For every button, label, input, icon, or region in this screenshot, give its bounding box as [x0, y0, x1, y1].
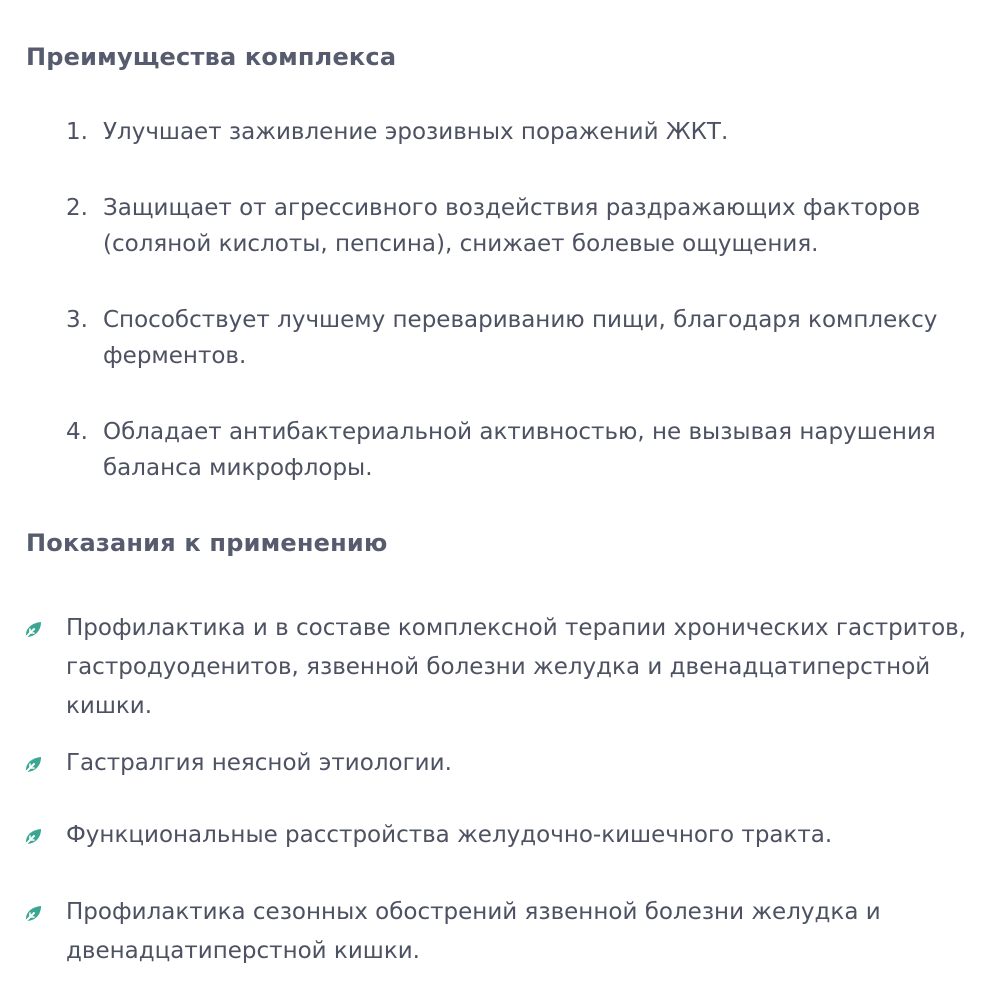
advantage-text: Защищает от агрессивного воздействия раздражающих факторов (соляной кислоты, пепсина), снижает болевые ощущения.: [103, 195, 921, 257]
advantage-number: 3.: [66, 307, 88, 333]
advantage-item-3: [66, 302, 966, 374]
indications-title: Показания к применению: [26, 529, 388, 557]
advantage-number: 4.: [66, 419, 88, 445]
indication-text: Профилактика сезонных обострений язвенной болезни желудка и двенадцатиперстной кишки.: [66, 899, 881, 964]
leaf-icon: [22, 754, 44, 776]
advantage-text: Обладает антибактериальной активностью, не вызывая нарушения баланса микрофлоры.: [103, 419, 936, 481]
indication-item-2: [22, 744, 972, 783]
advantage-number: 2.: [66, 195, 88, 221]
advantage-item-2: [66, 190, 966, 262]
leaf-icon: [22, 826, 44, 848]
advantage-item-4: [66, 414, 966, 486]
advantage-item-1: [66, 114, 966, 150]
indication-item-4: [22, 893, 972, 971]
advantages-title: Преимущества комплекса: [26, 43, 397, 71]
leaf-icon: [22, 619, 44, 641]
indication-text: Функциональные расстройства желудочно-кишечного тракта.: [66, 822, 833, 848]
advantage-text: Способствует лучшему перевариванию пищи, благодаря комплексу ферментов.: [103, 307, 938, 369]
indication-item-3: [22, 816, 972, 855]
leaf-icon: [22, 903, 44, 925]
indication-item-1: [22, 609, 972, 726]
advantage-text: Улучшает заживление эрозивных поражений ЖКТ.: [103, 119, 729, 145]
advantage-number: 1.: [66, 119, 88, 145]
indication-text: Профилактика и в составе комплексной терапии хронических гастритов, гастродуоденитов, язвенной болезни желудка и двенадцатиперстной кишки.: [66, 615, 967, 719]
indication-text: Гастралгия неясной этиологии.: [66, 750, 452, 776]
